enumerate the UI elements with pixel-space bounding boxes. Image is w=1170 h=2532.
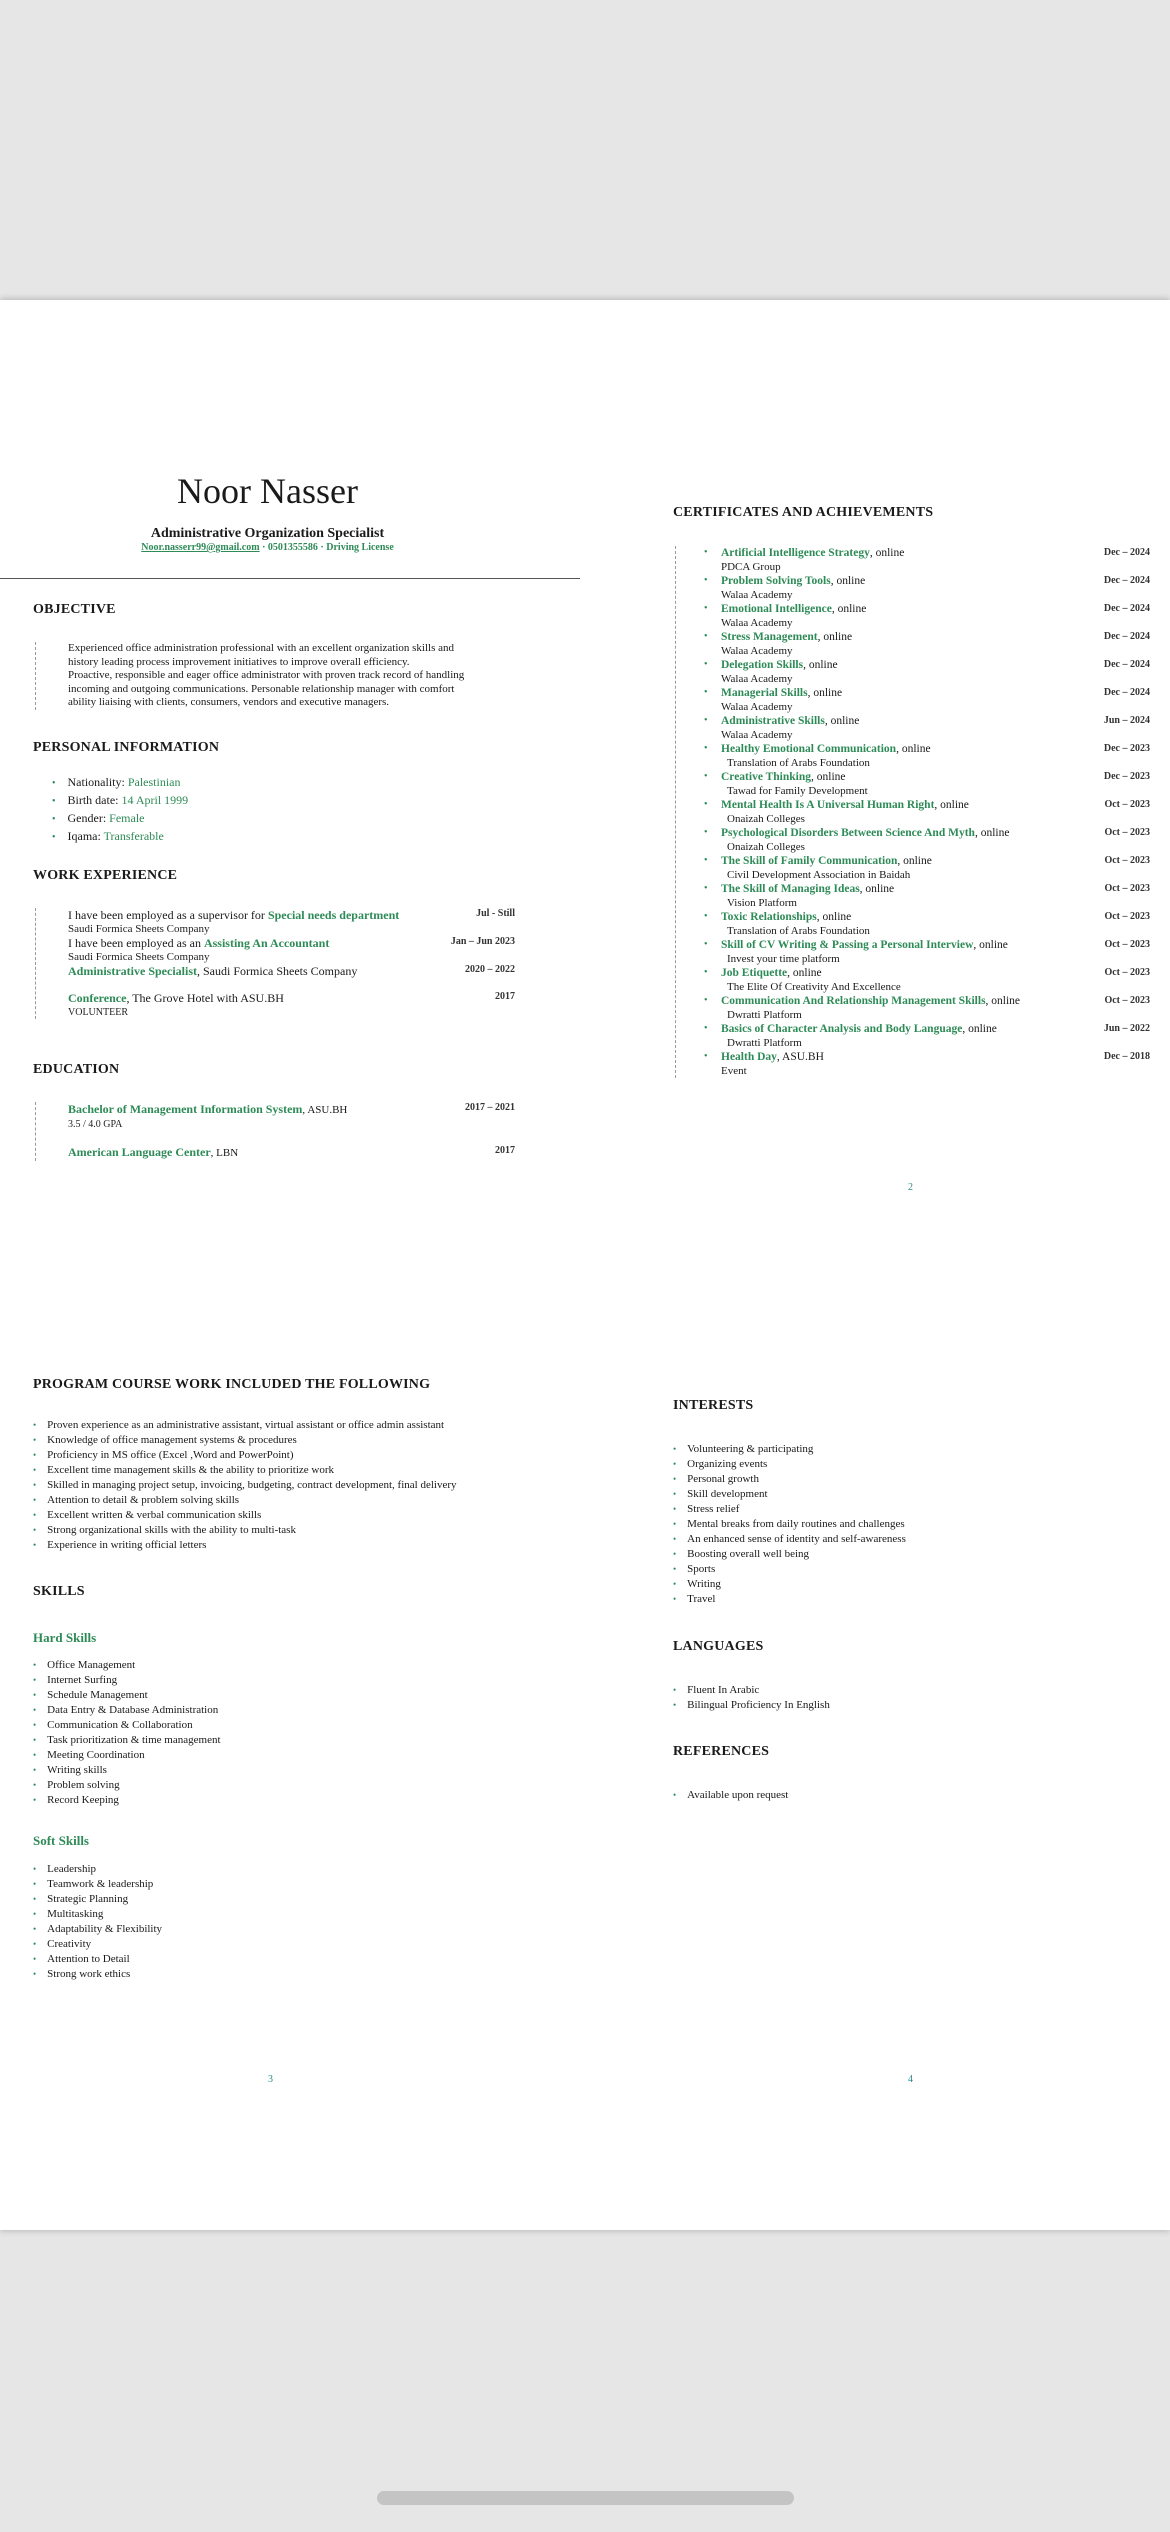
interests-list [673, 1442, 906, 1607]
item-value: 14 April 1999 [121, 793, 189, 807]
reference-item: • Available upon request [673, 1788, 788, 1803]
languages-list [673, 1683, 830, 1713]
education-entry [68, 1102, 515, 1131]
soft-skill-item: • Strong work ethics [33, 1967, 162, 1982]
objective-text [35, 642, 515, 710]
coursework-item: • Proven experience as an administrative assistant, virtual assistant or office admin assistant [33, 1418, 457, 1433]
coursework-list [33, 1418, 457, 1553]
entry-prefix: I have been employed as a supervisor for [68, 908, 268, 922]
hard-skill-item: • Problem solving [33, 1778, 221, 1793]
certificate-item [721, 826, 1150, 854]
objective-line: ability liaising with clients, consumers, vendors and executive managers. [68, 696, 390, 708]
email-link[interactable]: Noor.nasserr99@gmail.com [141, 542, 260, 553]
certificate-date: Oct – 2023 [1104, 911, 1150, 922]
interest-item: • Volunteering & participating [673, 1442, 906, 1457]
soft-skill-item: • Teamwork & leadership [33, 1877, 162, 1892]
work-experience-heading: WORK EXPERIENCE [33, 868, 178, 883]
interest-item: • Mental breaks from daily routines and challenges [673, 1517, 906, 1532]
certificate-mode: , online [934, 799, 969, 811]
certificate-mode: , online [869, 547, 905, 559]
certificate-org: PDCA Group [721, 561, 781, 573]
phone: 0501355586 [267, 542, 318, 553]
certificate-item [721, 742, 1150, 770]
page-number: 3 [268, 2074, 273, 2085]
interest-item: • An enhanced sense of identity and self-awareness [673, 1532, 906, 1547]
coursework-item: • Excellent written & verbal communication skills [33, 1508, 457, 1523]
coursework-item: • Skilled in managing project setup, invoicing, budgeting, contract development, final delivery [33, 1478, 457, 1493]
certificate-mode: , online [962, 1023, 997, 1035]
page-number: 4 [908, 2074, 913, 2085]
certificate-mode: , online [824, 715, 860, 727]
certificate-item [721, 1022, 1150, 1050]
entry-date: 2017 [495, 991, 515, 1002]
certificate-mode: , online [974, 827, 1010, 839]
entry-date: Jan – Jun 2023 [450, 936, 515, 947]
certificate-item [721, 854, 1150, 882]
certificate-name: Communication And Relationship Management Skills [721, 995, 986, 1007]
personal-info-list [52, 774, 188, 846]
hard-skill-item: • Internet Surfing [33, 1673, 221, 1688]
certificate-mode: , online [807, 687, 843, 699]
certificate-name: The Skill of Managing Ideas [721, 883, 860, 895]
certificate-date: Oct – 2023 [1104, 827, 1150, 838]
certificate-org: Dwratti Platform [727, 1037, 802, 1049]
item-value: Palestinian [127, 775, 181, 789]
certificate-date: Dec – 2024 [1103, 631, 1150, 642]
coursework-item: • Strong organizational skills with the ability to multi-task [33, 1523, 457, 1538]
objective-line: Proactive, responsible and eager office administrator with proven track record of handling [68, 669, 465, 681]
certificate-item [721, 658, 1150, 686]
candidate-name: Noor Nasser [177, 471, 358, 511]
certificate-date: Dec – 2024 [1103, 547, 1150, 558]
interest-item: • Sports [673, 1562, 906, 1577]
certificate-mode: , online [817, 631, 853, 643]
certificate-name: Delegation Skills [721, 659, 804, 671]
certificate-date: Jun – 2024 [1103, 715, 1150, 726]
certificate-org: Walaa Academy [721, 617, 793, 629]
certificate-mode: , online [973, 939, 1008, 951]
coursework-item: • Experience in writing official letters [33, 1538, 457, 1553]
hard-skill-item: • Record Keeping [33, 1793, 221, 1808]
page-number: 2 [908, 1182, 913, 1193]
soft-skill-item: • Strategic Planning [33, 1892, 162, 1907]
work-entry [68, 908, 515, 936]
certificate-item [721, 882, 1150, 910]
interest-item: • Stress relief [673, 1502, 906, 1517]
education-heading: EDUCATION [33, 1062, 120, 1077]
certificate-org: Dwratti Platform [727, 1009, 802, 1021]
objective-heading: OBJECTIVE [33, 602, 116, 617]
references-list [673, 1788, 788, 1803]
certificate-name: Emotional Intelligence [721, 603, 832, 615]
certificate-date: Oct – 2023 [1104, 939, 1150, 950]
hard-skills-heading: Hard Skills [33, 1630, 97, 1645]
hard-skill-item: • Office Management [33, 1658, 221, 1673]
certificate-mode: , online [859, 883, 895, 895]
entry-note: 3.5 / 4.0 GPA [68, 1119, 123, 1130]
objective-line: history leading process improvement initiatives to improve overall efficiency. [68, 655, 410, 668]
certificate-item [721, 966, 1150, 994]
certificates-list [675, 546, 1150, 1078]
coursework-item: • Excellent time management skills & the ability to prioritize work [33, 1463, 457, 1478]
item-label: Nationality: [67, 775, 125, 789]
coursework-item: • Attention to detail & problem solving skills [33, 1493, 457, 1508]
personal-info-heading: PERSONAL INFORMATION [33, 740, 220, 755]
contact-line [0, 542, 535, 553]
entry-note: VOLUNTEER [68, 1007, 128, 1018]
certificate-mode: , online [831, 603, 867, 615]
certificate-mode: , online [897, 855, 932, 867]
certificates-heading: CERTIFICATES AND ACHIEVEMENTS [673, 505, 934, 520]
license: Driving License [326, 542, 394, 553]
work-entry [68, 991, 515, 1019]
certificate-date: Dec – 2023 [1103, 743, 1150, 754]
certificate-item [721, 630, 1150, 658]
certificate-name: The Skill of Family Communication [721, 855, 898, 867]
education-entry [68, 1145, 515, 1161]
certificate-org: Walaa Academy [721, 701, 793, 713]
language-item: • Fluent In Arabic [673, 1683, 830, 1698]
certificate-name: Skill of CV Writing & Passing a Personal Interview [721, 939, 974, 951]
certificate-name: Healthy Emotional Communication [721, 743, 897, 755]
certificate-mode: , online [803, 659, 838, 671]
item-label: Birth date: [67, 793, 119, 807]
work-entry [68, 964, 515, 979]
entry-role: Assisting An Accountant [203, 936, 330, 950]
certificate-org: The Elite Of Creativity And Excellence [727, 981, 901, 993]
soft-skills-list [33, 1862, 162, 1982]
soft-skill-item: • Adaptability & Flexibility [33, 1922, 162, 1937]
certificate-org: Walaa Academy [721, 589, 793, 601]
home-indicator[interactable] [377, 2491, 794, 2505]
item-value: Female [109, 811, 145, 825]
references-heading: REFERENCES [673, 1744, 770, 1759]
soft-skill-item: • Multitasking [33, 1907, 162, 1922]
certificate-item [721, 770, 1150, 798]
hard-skill-item: • Writing skills [33, 1763, 221, 1778]
entry-org: Saudi Formica Sheets Company [68, 951, 210, 963]
certificate-mode: , online [787, 967, 822, 979]
list-item [52, 810, 188, 828]
objective-line: Experienced office administration professional with an excellent organization skills and [68, 642, 455, 654]
work-experience-list [35, 908, 515, 1019]
item-value: Transferable [103, 829, 164, 843]
certificate-date: Dec – 2024 [1103, 603, 1150, 614]
certificate-mode: , ASU.BH [776, 1051, 824, 1063]
certificate-org: Event [721, 1065, 747, 1077]
certificate-date: Jun – 2022 [1103, 1023, 1150, 1034]
list-item [52, 774, 188, 792]
entry-role: Special needs department [267, 908, 400, 922]
certificate-item [721, 938, 1150, 966]
hard-skill-item: • Schedule Management [33, 1688, 221, 1703]
certificate-mode: , online [896, 743, 931, 755]
coursework-item: • Proficiency in MS office (Excel ,Word and PowerPoint) [33, 1448, 457, 1463]
certificate-item [721, 798, 1150, 826]
skills-heading: SKILLS [33, 1584, 85, 1599]
entry-school: , LBN [210, 1147, 239, 1159]
certificate-org: Invest your time platform [727, 953, 840, 965]
certificate-date: Dec – 2023 [1103, 771, 1150, 782]
certificate-date: Dec – 2024 [1103, 575, 1150, 586]
resume-document [0, 300, 1170, 2230]
certificate-name: Mental Health Is A Universal Human Right [721, 799, 935, 811]
item-label: Iqama: [67, 829, 101, 843]
certificate-org: Walaa Academy [721, 673, 793, 685]
certificate-date: Dec – 2024 [1103, 659, 1150, 670]
certificate-name: Stress Management [721, 631, 818, 643]
hard-skills-list [33, 1658, 221, 1808]
list-item [52, 792, 188, 810]
entry-date: 2020 – 2022 [465, 964, 515, 975]
header-divider [0, 578, 580, 579]
interest-item: • Skill development [673, 1487, 906, 1502]
certificate-name: Basics of Character Analysis and Body Language [721, 1023, 963, 1035]
hard-skill-item: • Task prioritization & time management [33, 1733, 221, 1748]
certificate-date: Oct – 2023 [1104, 995, 1150, 1006]
certificate-name: Administrative Skills [721, 715, 825, 727]
entry-date: 2017 [495, 1145, 515, 1156]
coursework-heading: PROGRAM COURSE WORK INCLUDED THE FOLLOWING [33, 1377, 431, 1392]
hard-skill-item: • Data Entry & Database Administration [33, 1703, 221, 1718]
certificate-name: Problem Solving Tools [721, 575, 831, 587]
item-label: Gender: [67, 811, 107, 825]
certificate-item [721, 686, 1150, 714]
entry-org: Saudi Formica Sheets Company [68, 923, 210, 935]
hard-skill-item: • Communication & Collaboration [33, 1718, 221, 1733]
certificate-item [721, 602, 1150, 630]
soft-skill-item: • Creativity [33, 1937, 162, 1952]
certificate-org: Translation of Arabs Foundation [727, 925, 870, 937]
certificate-item [721, 910, 1150, 938]
certificate-mode: , online [830, 575, 866, 587]
entry-degree: American Language Center [68, 1145, 211, 1159]
languages-heading: LANGUAGES [673, 1639, 764, 1654]
certificate-name: Creative Thinking [721, 771, 811, 783]
certificate-item [721, 714, 1150, 742]
entry-role: Administrative Specialist [68, 964, 197, 978]
soft-skill-item: • Attention to Detail [33, 1952, 162, 1967]
certificate-item [721, 546, 1150, 574]
certificate-mode: , online [985, 995, 1021, 1007]
certificate-org: Onaizah Colleges [727, 813, 805, 825]
certificate-date: Oct – 2023 [1104, 967, 1150, 978]
interests-heading: INTERESTS [673, 1398, 754, 1413]
objective-line: incoming and outgoing communications. Personable relationship manager with comfort [68, 682, 455, 695]
certificate-org: Onaizah Colleges [727, 841, 805, 853]
certificate-mode: , online [816, 911, 852, 923]
work-entry [68, 936, 515, 964]
certificate-org: Walaa Academy [721, 645, 793, 657]
hard-skill-item: • Meeting Coordination [33, 1748, 221, 1763]
interest-item: • Boosting overall well being [673, 1547, 906, 1562]
certificate-date: Oct – 2023 [1104, 799, 1150, 810]
soft-skills-heading: Soft Skills [33, 1833, 89, 1848]
language-item: • Bilingual Proficiency In English [673, 1698, 830, 1713]
entry-school: , ASU.BH [302, 1104, 348, 1116]
certificate-item [721, 574, 1150, 602]
interest-item: • Travel [673, 1592, 906, 1607]
entry-role: Conference [68, 991, 127, 1005]
certificate-name: Psychological Disorders Between Science And Myth [721, 827, 975, 839]
certificate-org: Tawad for Family Development [727, 785, 868, 797]
entry-date: Jul - Still [476, 908, 515, 919]
certificate-org: Walaa Academy [721, 729, 793, 741]
certificate-name: Job Etiquette [721, 967, 788, 979]
entry-org: , Saudi Formica Sheets Company [197, 964, 358, 978]
entry-degree: Bachelor of Management Information System [68, 1102, 303, 1116]
soft-skill-item: • Leadership [33, 1862, 162, 1877]
interest-item: • Organizing events [673, 1457, 906, 1472]
certificate-name: Managerial Skills [721, 687, 808, 699]
certificate-org: Translation of Arabs Foundation [727, 757, 870, 769]
list-item [52, 828, 188, 846]
entry-date: 2017 – 2021 [465, 1102, 515, 1113]
interest-item: • Personal growth [673, 1472, 906, 1487]
certificate-mode: , online [811, 771, 846, 783]
certificate-org: Vision Platform [727, 897, 797, 909]
certificate-item [721, 994, 1150, 1022]
separator: · [262, 542, 266, 553]
entry-prefix: I have been employed as an [68, 936, 204, 950]
entry-org: , The Grove Hotel with ASU.BH [126, 991, 284, 1005]
education-list [35, 1102, 515, 1161]
candidate-title: Administrative Organization Specialist [150, 526, 385, 541]
coursework-item: • Knowledge of office management systems & procedures [33, 1433, 457, 1448]
certificate-date: Oct – 2023 [1104, 883, 1150, 894]
certificate-date: Oct – 2023 [1104, 855, 1150, 866]
interest-item: • Writing [673, 1577, 906, 1592]
certificate-name: Artificial Intelligence Strategy [721, 547, 870, 559]
certificate-date: Dec – 2024 [1103, 687, 1150, 698]
certificate-date: Dec – 2018 [1103, 1051, 1150, 1062]
certificate-org: Civil Development Association in Baidah [727, 869, 911, 881]
certificate-name: Health Day [721, 1051, 777, 1063]
certificate-name: Toxic Relationships [721, 911, 817, 923]
certificate-item [721, 1050, 1150, 1078]
separator: · [320, 542, 324, 553]
